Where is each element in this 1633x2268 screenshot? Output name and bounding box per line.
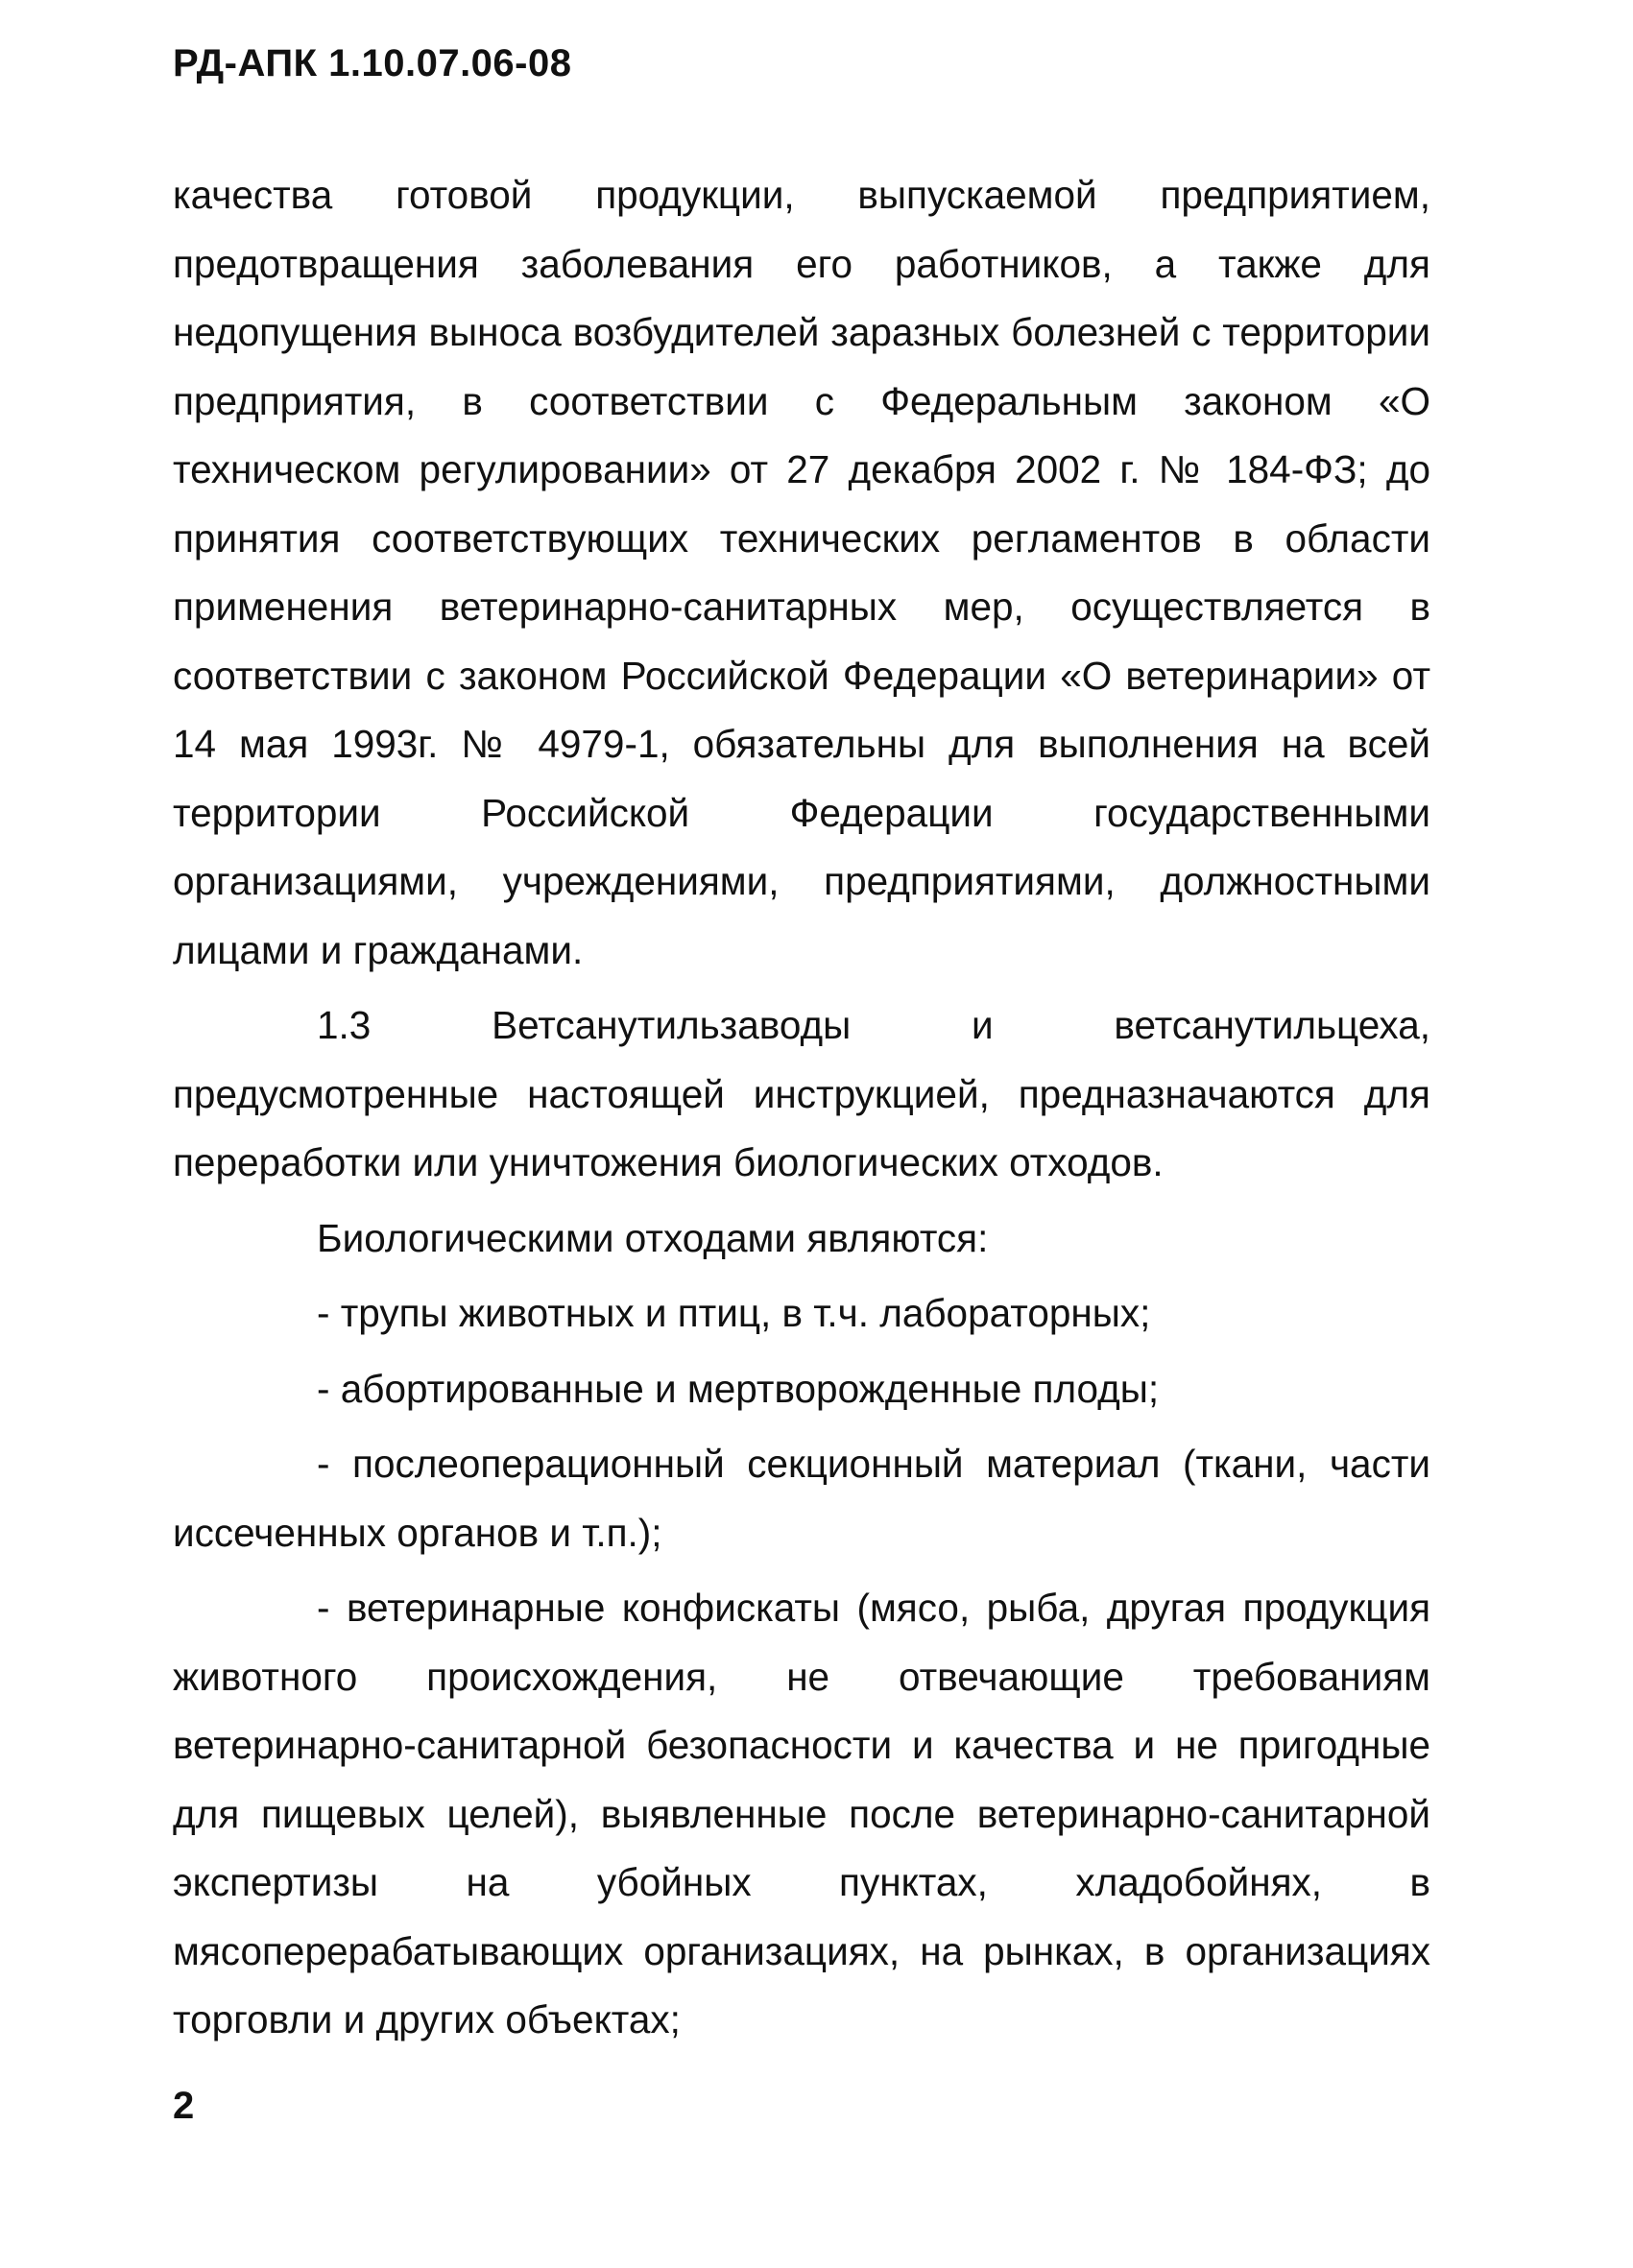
document-code-header: РД-АПК 1.10.07.06-08 [173,42,572,84]
page-number: 2 [173,2085,195,2127]
document-body [173,161,1430,2055]
paragraph-continuation: качества готовой продукции, выпускаемой предприятием, предотвращения заболевания его работников, а также для недопущения выноса возбудителей заразных болезней с территории предприятия, в соответствии с Федеральным законом «О техническом регулировании» от 27 декабря 2002 г. № 184-ФЗ; до принятия соответствующих технических регламентов в области применения ветеринарно-санитарных мер, осуществляется в соответствии с законом Российской Федерации «О ветеринарии» от 14 мая 1993г. № 4979-1, обязательны для выполнения на всей территории Российской Федерации государственными организациями, учреждениями, предприятиями, должностными лицами и гражданами. [173,173,1430,972]
list-item: - абортированные и мертворожденные плоды; [317,1366,1160,1411]
list-intro: Биологическими отходами являются: [317,1215,989,1260]
list-item: - трупы животных и птиц, в т.ч. лабораторных; [317,1291,1151,1335]
list-item: - ветеринарные конфискаты (мясо, рыба, другая продукция животного происхождения, не отвечающие требованиям ветеринарно-санитарной безопасности и качества и не пригодные для пищевых целей), выявленные после ветеринарно-санитарной экспертизы на убойных пунктах, хладобойнях, в мясоперерабатывающих организациях, на рынках, в организациях торговли и других объектах; [173,1586,1430,2041]
section-1-3-paragraph: 1.3 Ветсанутильзаводы и ветсанутильцеха, предусмотренные настоящей инструкцией, предназначаются для переработки или уничтожения биологических отходов. [173,1003,1430,1184]
list-item: - послеоперационный секционный материал (ткани, части иссеченных органов и т.п.); [173,1442,1430,1555]
